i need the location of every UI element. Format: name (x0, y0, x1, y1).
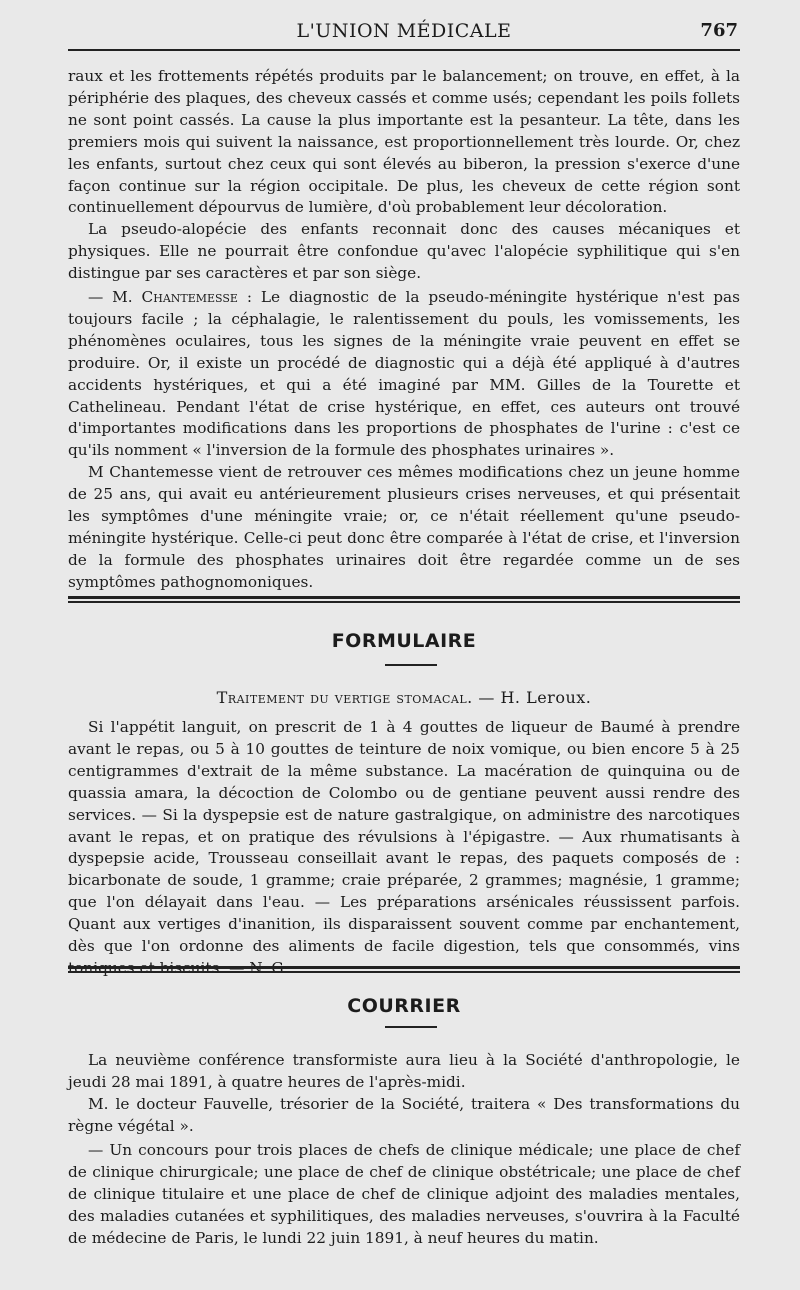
paragraph: La pseudo-alopécie des enfants reconnait donc des causes mécaniques et physiques. Elle ne pourrait être confondue qu'avec l'alopécie syphilitique qui s'en distingue par ses caractères et par son siège. (68, 220, 740, 283)
speaker-name: Chantemesse (141, 288, 238, 306)
paragraph: — Un concours pour trois places de chefs de clinique médicale; une place de chef de clinique chirurgicale; une place de chef de clinique obstétricale; une place de chef de clinique titulaire et une place de chef de clinique adjoint des maladies mentales, des maladies cutanées et syphilitiques, des maladies nerveuses, s'ouvrira à la Faculté de médecine de Paris, le lundi 22 juin 1891, à neuf heures du matin. (68, 1141, 740, 1247)
journal-title: L'UNION MÉDICALE (296, 20, 512, 42)
section-heading-formulaire: FORMULAIRE (331, 630, 477, 652)
paragraph (68, 287, 740, 462)
paragraph: M Chantemesse vient de retrouver ces mêmes modifications chez un jeune homme de 25 ans, qui avait eu antérieurement plusieurs crises nerveuses, et qui présentait les symptômes d'une méningite vraie; or, ce n'était réellement qu'une pseudo-méningite hystérique. Celle-ci peut donc être comparée à l'état de crise, et l'inversion de la formule des phosphates urinaires doit être regardée comme un de ses symptômes pathognomoniques. (68, 463, 740, 591)
page-number: 767 (700, 20, 738, 41)
chantemesse-discussion (68, 287, 740, 594)
courrier-body (68, 1050, 740, 1138)
heading-underline (385, 1026, 437, 1028)
article-continuation (68, 66, 740, 285)
running-head (68, 20, 740, 44)
entry-author: — H. Leroux. (478, 688, 592, 707)
courrier-announcement (68, 1140, 740, 1250)
paragraph-text: : Le diagnostic de la pseudo-méningite hystérique n'est pas toujours facile ; la céphalagie, le ralentissement du pouls, les vomissements, les phénomènes oculaires, tous les signes de la méningite vraie peuvent en effet se produire. Or, il existe un procédé de diagnostic qui a déjà été appliqué à d'autres accidents hystériques, et qui a été imaginé par MM. Gilles de la Tourette et Cathelineau. Pendant l'état de crise hystérique, en effet, ces auteurs ont trouvé d'importantes modifications dans les proportions de phosphates de l'urine : c'est ce qu'ils nomment « l'inversion de la formule des phosphates urinaires ». (68, 288, 740, 460)
speaker-prefix: — M. (88, 288, 133, 306)
section-divider (68, 966, 740, 973)
formulaire-body (68, 717, 740, 980)
paragraph: M. le docteur Fauvelle, trésorier de la Société, traitera « Des transformations du règne végétal ». (68, 1094, 740, 1135)
paragraph: La neuvième conférence transformiste aura lieu à la Société d'anthropologie, le jeudi 28 mai 1891, à quatre heures de l'après-midi. (68, 1051, 740, 1091)
paragraph: raux et les frottements répétés produits par le balancement; on trouve, en effet, à la périphérie des plaques, des cheveux cassés et comme usés; cependant les poils follets ne sont point cassés. La cause la plus importante est la pesanteur. La tête, dans les premiers mois qui suivent la naissance, est proportionnellement très lourde. Or, chez les enfants, surtout chez ceux qui sont élevés au biberon, la pression s'exerce d'une façon continue sur la région occipitale. De plus, les cheveux de cette région sont continuellement dépourvus de lumière, d'où probablement leur décoloration. (68, 67, 740, 217)
header-rule (68, 49, 740, 51)
paragraph: Si l'appétit languit, on prescrit de 1 à 4 gouttes de liqueur de Baumé à prendre avant le repas, ou 5 à 10 gouttes de teinture de noix vomique, ou bien encore 5 à 25 centigrammes d'extrait de la même substance. La macération de quinquina ou de quassia amara, la décoction de Colombo ou de gentiane peuvent aussi rendre des services. — Si la dyspepsie est de nature gastralgique, on administre des narcotiques avant le repas, et on pratique des révulsions à l'épigastre. — Aux rhumatisants à dyspepsie acide, Trousseau conseillait avant le repas, des paquets composés de : bicarbonate de soude, 1 gramme; craie préparée, 2 grammes; magnésie, 1 gramme; que l'on délayait dans l'eau. — Les préparations arsénicales réussissent parfois. Quant aux vertiges d'inanition, ils disparaissent souvent comme par enchantement, dès que l'on ordonne des aliments de facile digestion, tels que consommés, vins toniques et biscuits. — N. G. (68, 718, 740, 977)
entry-title: Traitement du vertige stomacal. (216, 688, 473, 707)
section-divider (68, 596, 740, 603)
heading-underline (385, 664, 437, 666)
section-heading-courrier: COURRIER (347, 995, 461, 1017)
formulaire-entry-title (68, 688, 740, 707)
